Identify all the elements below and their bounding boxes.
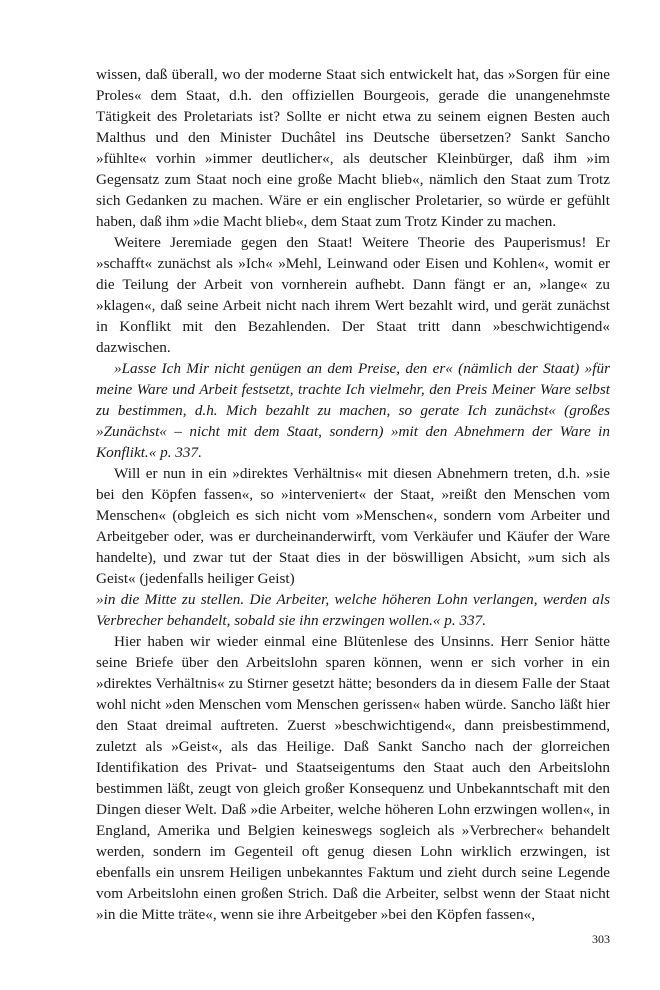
paragraph-jeremiade: Weitere Jeremiade gegen den Staat! Weitere Theorie des Pauperismus! Er »schafft« zunächst als »Ich« »Mehl, Leinwand oder Eisen und Kohlen«, womit er die Teilung der Arbeit von vornherein aufhebt. Dann fängt er an, »lange« zu »klagen«, daß seine Arbeit nicht nach ihrem Wert bezahlt wird, und gerät zunächst in Konflikt mit den Bezahlenden. Der Staat tritt dann »beschwichtigend« dazwischen.	[96, 234, 610, 356]
paragraph-direktes-verhaeltnis: Will er nun in ein »direktes Verhältnis« mit diesen Abnehmern treten, d.h. »sie bei den Köpfen fassen«, so »interveniert« der Staat, »reißt den Menschen vom Menschen« (obgleich es sich nicht vom »Menschen«, sondern vom Arbeiter und Arbeitgeber oder, was er durcheinanderwirft, vom Verkäufer und Käufer der Ware handelte), und zwar tut der Staat dies in der böswilligen Absicht, »um sich als Geist« (jedenfalls heiliger Geist)	[96, 465, 610, 587]
page-body	[96, 64, 610, 925]
block-quote-preis: »Lasse Ich Mir nicht genügen an dem Preise, den er« (nämlich der Staat) »für meine Ware und Arbeit festsetzt, trachte Ich vielmehr, den Preis Meiner Ware selbst zu bestimmen, d.h. Mich bezahlt zu machen, so gerate Ich zunächst« (großes »Zunächst« – nicht mit dem Staat, sondern) »mit den Abnehmern der Ware in Konflikt.« p. 337.	[96, 360, 610, 461]
paragraph-continued: wissen, daß überall, wo der moderne Staat sich entwickelt hat, das »Sorgen für eine Proles« dem Staat, d.h. den offiziellen Bourgeois, gerade die unangenehmste Tätigkeit des Proletariats ist? Sollte er nicht etwa zu seinem eignen Besten auch Malthus und den Minister Duchâtel ins Deutsche übersetzen? Sankt Sancho »fühlte« vorhin »immer deutlicher«, als deutscher Kleinbürger, daß ihm »im Gegensatz zum Staat noch eine große Macht blieb«, nämlich den Staat zum Trotz sich Gedanken zu machen. Wäre er ein englischer Proletarier, so würde er gefühlt haben, daß ihm »die Macht blieb«, dem Staat zum Trotz Kinder zu machen.	[96, 66, 610, 230]
page-number: 303	[592, 932, 610, 946]
block-quote-verbrecher: »in die Mitte zu stellen. Die Arbeiter, welche höheren Lohn verlangen, werden als Verbrecher behandelt, sobald sie ihn erzwingen wollen.« p. 337.	[96, 591, 610, 629]
paragraph-bluetenlese: Hier haben wir wieder einmal eine Blütenlese des Unsinns. Herr Senior hätte seine Briefe über den Arbeitslohn sparen können, wenn er sich vorher in ein »direktes Verhältnis« zu Stirner gesetzt hätte; besonders da in diesem Falle der Staat wohl nicht »den Menschen vom Menschen gerissen« haben würde. Sancho läßt hier den Staat dreimal auftreten. Zuerst »beschwichtigend«, dann preisbestimmend, zuletzt als »Geist«, als das Heilige. Daß Sankt Sancho nach der glorreichen Identifikation des Privat- und Staatseigentums den Staat auch den Arbeitslohn bestimmen läßt, zeugt von gleich großer Konsequenz und Unbekanntschaft mit den Dingen dieser Welt. Daß »die Arbeiter, welche höheren Lohn erzwingen wollen«, in England, Amerika und Belgien keineswegs sogleich als »Verbrecher« behandelt werden, sondern im Gegenteil oft genug diesen Lohn wirklich erzwingen, ist ebenfalls ein unsrem Heiligen unbekanntes Faktum und zieht durch seine Legende vom Arbeitslohn einen großen Strich. Daß die Arbeiter, selbst wenn der Staat nicht »in die Mitte träte«, wenn sie ihre Arbeitgeber »bei den Köpfen fassen«,	[96, 633, 610, 923]
